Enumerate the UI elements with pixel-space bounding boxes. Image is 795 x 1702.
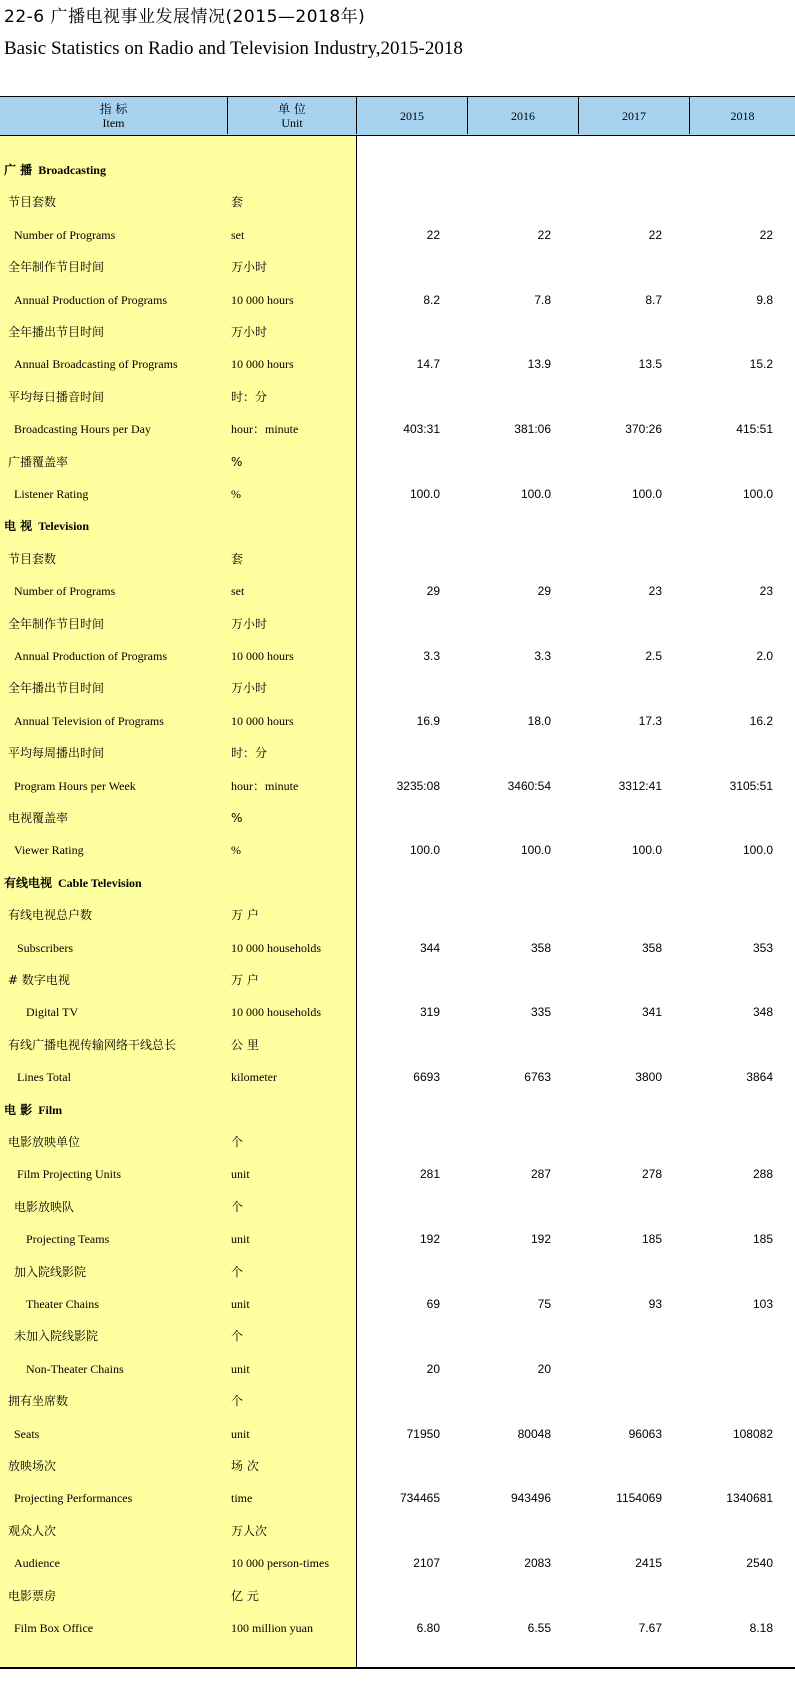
value-2015: 281 <box>419 1167 440 1182</box>
section-row <box>0 1094 795 1126</box>
value-2017: 8.7 <box>645 292 662 307</box>
value-2017: 341 <box>641 1005 662 1020</box>
value-2016: 3460:54 <box>507 778 551 793</box>
table-row <box>0 1418 795 1450</box>
value-2017: 2.5 <box>645 649 662 663</box>
header-item <box>0 97 228 134</box>
table-row <box>0 284 795 316</box>
table-row <box>0 1191 795 1223</box>
table-row <box>0 186 795 218</box>
value-2018: 15.2 <box>749 357 773 372</box>
table-row <box>0 1580 795 1612</box>
row-unit: 个 <box>231 1394 244 1409</box>
value-2018: 100.0 <box>742 843 773 858</box>
row-label: 电影票房 <box>8 1588 57 1603</box>
section-title-cn: 电 视 <box>4 519 33 534</box>
value-2015: 344 <box>419 940 440 955</box>
header-item-cn: 指 标 <box>99 101 128 116</box>
table-row <box>0 1158 795 1190</box>
value-2015: 71950 <box>406 1426 440 1441</box>
section-row <box>0 510 795 542</box>
value-2016: 6763 <box>524 1070 551 1085</box>
value-2015: 100.0 <box>409 487 440 501</box>
row-label: Lines Total <box>17 1070 71 1085</box>
value-2015: 16.9 <box>416 713 440 728</box>
value-2016: 358 <box>530 940 551 955</box>
section-title <box>4 510 89 542</box>
table-row <box>0 1256 795 1288</box>
value-2017: 17.3 <box>638 713 662 728</box>
row-unit: 万小时 <box>231 325 268 339</box>
value-2016: 22 <box>537 227 551 242</box>
row-label: Subscribers <box>17 940 73 955</box>
row-unit: 时：分 <box>231 389 268 404</box>
header-year-2017: 2017 <box>579 97 690 134</box>
value-2016: 80048 <box>517 1426 551 1441</box>
section-title <box>4 1094 62 1126</box>
section-title-cn: 广 播 <box>4 163 33 177</box>
row-unit: % <box>231 454 243 469</box>
row-label: 全年制作节目时间 <box>8 260 105 275</box>
value-2017: 3312:41 <box>618 778 662 793</box>
table-row <box>0 543 795 575</box>
row-label: 未加入院线影院 <box>14 1329 99 1344</box>
table-row <box>0 737 795 769</box>
row-label: 电视覆盖率 <box>8 811 69 825</box>
row-unit: % <box>231 811 243 825</box>
value-2018: 9.8 <box>756 292 773 307</box>
row-label: 节目套数 <box>8 195 57 210</box>
row-label: Seats <box>14 1426 40 1441</box>
row-label: 加入院线影院 <box>14 1264 87 1279</box>
table-row <box>0 1450 795 1482</box>
section-title-cn: 电 影 <box>4 1102 33 1117</box>
row-label: 节目套数 <box>8 551 57 566</box>
value-2016: 6.55 <box>527 1621 551 1635</box>
row-label: Annual Broadcasting of Programs <box>14 357 178 372</box>
row-label: 有线电视总户数 <box>8 908 93 923</box>
value-2018: 288 <box>752 1167 773 1182</box>
row-label: 拥有坐席数 <box>8 1394 69 1409</box>
value-2016: 7.8 <box>534 292 551 307</box>
row-label: Program Hours per Week <box>14 778 136 793</box>
table-row <box>0 575 795 607</box>
value-2017: 100.0 <box>631 843 662 858</box>
row-unit: 10 000 person-times <box>231 1556 329 1571</box>
table-row <box>0 640 795 672</box>
row-unit: 100 million yuan <box>231 1621 313 1635</box>
row-label: Digital TV <box>26 1005 79 1020</box>
row-label: 电影放映单位 <box>8 1135 81 1149</box>
value-2018: 415:51 <box>736 422 773 437</box>
row-label: 广播覆盖率 <box>8 454 69 469</box>
value-2015: 6.80 <box>416 1621 440 1635</box>
page-title-cn: 22-6 广播电视事业发展情况(2015—2018年) <box>4 7 366 27</box>
section-title <box>4 867 142 899</box>
value-2016: 20 <box>537 1361 551 1376</box>
value-2017: 2415 <box>635 1556 662 1571</box>
table-row <box>0 1612 795 1644</box>
row-unit: 10 000 households <box>231 1005 321 1020</box>
section-title-en: Broadcasting <box>38 163 106 177</box>
value-2016: 75 <box>537 1297 551 1311</box>
table-row <box>0 219 795 251</box>
row-label: Theater Chains <box>26 1297 99 1311</box>
header-year-2015: 2015 <box>357 97 468 134</box>
row-unit: hour：minute <box>231 422 299 437</box>
row-unit: % <box>231 487 241 501</box>
value-2015: 69 <box>426 1297 440 1311</box>
value-2018: 23 <box>759 584 773 599</box>
table-row <box>0 1223 795 1255</box>
row-unit: unit <box>231 1426 250 1441</box>
row-unit: 10 000 hours <box>231 713 294 728</box>
value-2018: 103 <box>752 1297 773 1311</box>
value-2015: 3235:08 <box>396 778 440 793</box>
value-2017: 93 <box>648 1297 662 1311</box>
value-2018: 2540 <box>746 1556 773 1571</box>
row-label: Projecting Teams <box>26 1232 110 1247</box>
value-2017: 185 <box>641 1232 662 1247</box>
row-label: Listener Rating <box>14 487 89 501</box>
row-unit: unit <box>231 1167 250 1182</box>
table-row <box>0 1320 795 1352</box>
value-2015: 29 <box>426 584 440 599</box>
value-2015: 20 <box>426 1361 440 1376</box>
value-2017: 7.67 <box>638 1621 662 1635</box>
row-unit: 套 <box>231 551 244 566</box>
value-2017: 3800 <box>635 1070 662 1085</box>
row-label: 放映场次 <box>8 1459 57 1473</box>
row-unit: 10 000 hours <box>231 357 294 372</box>
row-unit: 个 <box>231 1264 244 1279</box>
value-2016: 13.9 <box>527 357 551 372</box>
row-unit: 公 里 <box>231 1037 259 1052</box>
row-unit: kilometer <box>231 1070 277 1085</box>
table-row <box>0 1126 795 1158</box>
table-row <box>0 1482 795 1514</box>
section-title-en: Film <box>38 1102 63 1117</box>
row-unit: unit <box>231 1297 250 1311</box>
row-unit: set <box>231 227 245 242</box>
value-2015: 14.7 <box>416 357 440 372</box>
row-unit: unit <box>231 1361 250 1376</box>
value-2016: 192 <box>530 1232 551 1247</box>
row-unit: 万 户 <box>231 973 259 987</box>
table-row <box>0 932 795 964</box>
row-unit: 场 次 <box>231 1459 259 1473</box>
value-2018: 1340681 <box>726 1491 773 1506</box>
row-label: 全年播出节目时间 <box>8 325 105 339</box>
section-row <box>0 154 795 186</box>
value-2016: 2083 <box>524 1556 551 1571</box>
row-label: # 数字电视 <box>8 973 70 987</box>
table-bottom-rule <box>0 1667 795 1669</box>
table-row <box>0 1061 795 1093</box>
table-row <box>0 705 795 737</box>
value-2017: 96063 <box>628 1426 662 1441</box>
value-2017: 13.5 <box>638 357 662 372</box>
row-label: Annual Production of Programs <box>14 292 167 307</box>
value-2017: 370:26 <box>625 422 662 437</box>
row-unit: time <box>231 1491 253 1506</box>
table-row <box>0 1515 795 1547</box>
value-2015: 100.0 <box>409 843 440 858</box>
value-2015: 22 <box>426 227 440 242</box>
row-unit: 10 000 households <box>231 940 321 955</box>
value-2016: 18.0 <box>527 713 551 728</box>
table-row <box>0 446 795 478</box>
value-2016: 29 <box>537 584 551 599</box>
table-row <box>0 1353 795 1385</box>
row-unit: 10 000 hours <box>231 649 294 663</box>
table-row <box>0 899 795 931</box>
row-label: Annual Production of Programs <box>14 649 167 663</box>
row-unit: 万小时 <box>231 681 268 696</box>
value-2017: 358 <box>641 940 662 955</box>
table-row <box>0 996 795 1028</box>
value-2017: 23 <box>648 584 662 599</box>
value-2016: 100.0 <box>520 843 551 858</box>
table-row <box>0 251 795 283</box>
row-label: Film Box Office <box>14 1621 94 1635</box>
value-2018: 3864 <box>746 1070 773 1085</box>
value-2015: 6693 <box>413 1070 440 1085</box>
table-row <box>0 672 795 704</box>
row-label: Audience <box>14 1556 60 1571</box>
value-2016: 287 <box>530 1167 551 1182</box>
row-unit: set <box>231 584 245 599</box>
table-row <box>0 1029 795 1061</box>
header-year-2016: 2016 <box>468 97 579 134</box>
row-label: Film Projecting Units <box>17 1167 122 1182</box>
value-2016: 335 <box>530 1005 551 1020</box>
value-2018: 3105:51 <box>729 778 773 793</box>
table-row <box>0 964 795 996</box>
value-2015: 319 <box>419 1005 440 1020</box>
row-label: Number of Programs <box>14 584 116 599</box>
row-unit: 个 <box>231 1329 244 1344</box>
header-unit <box>228 97 357 134</box>
value-2018: 353 <box>752 940 773 955</box>
table-row <box>0 1547 795 1579</box>
value-2016: 943496 <box>510 1491 551 1506</box>
row-label: 全年制作节目时间 <box>8 616 105 631</box>
value-2018: 2.0 <box>756 649 773 663</box>
row-label: Non-Theater Chains <box>26 1361 124 1376</box>
row-unit: 时：分 <box>231 746 268 761</box>
row-unit: unit <box>231 1232 250 1247</box>
header-item-en: Item <box>102 115 125 130</box>
row-unit: 万 户 <box>231 908 259 923</box>
value-2018: 22 <box>759 227 773 242</box>
row-unit: 万小时 <box>231 260 268 275</box>
table-row <box>0 802 795 834</box>
value-2016: 381:06 <box>514 422 551 437</box>
row-label: 电影放映队 <box>14 1199 75 1214</box>
row-unit: 套 <box>231 195 244 210</box>
table-row <box>0 348 795 380</box>
header-year-2018: 2018 <box>730 108 755 123</box>
row-label: Viewer Rating <box>14 843 84 858</box>
row-unit: % <box>231 843 241 858</box>
header-unit-en: Unit <box>281 115 303 130</box>
row-label: 有线广播电视传输网络干线总长 <box>8 1037 177 1052</box>
table-row <box>0 608 795 640</box>
value-2015: 2107 <box>413 1556 440 1571</box>
value-2015: 192 <box>419 1232 440 1247</box>
row-label: 观众人次 <box>8 1523 57 1538</box>
value-2016: 100.0 <box>520 487 551 501</box>
value-2018: 185 <box>752 1232 773 1247</box>
value-2015: 403:31 <box>403 422 440 437</box>
value-2018: 100.0 <box>742 487 773 501</box>
row-unit: 个 <box>231 1199 244 1214</box>
value-2018: 16.2 <box>749 713 773 728</box>
header-unit-cn: 单 位 <box>278 101 306 116</box>
table-row <box>0 834 795 866</box>
section-row <box>0 867 795 899</box>
value-2018: 348 <box>752 1005 773 1020</box>
value-2017: 100.0 <box>631 487 662 501</box>
table-row <box>0 381 795 413</box>
table-row <box>0 1288 795 1320</box>
section-title-en: Television <box>38 519 90 534</box>
section-title-cn: 有线电视 <box>4 875 53 890</box>
table-header <box>0 96 795 136</box>
page-title-en: Basic Statistics on Radio and Television Industry,2015-2018 <box>4 38 463 59</box>
row-unit: 个 <box>231 1135 244 1149</box>
value-2017 <box>572 1353 662 1385</box>
row-label: 全年播出节目时间 <box>8 681 105 696</box>
table-row <box>0 478 795 510</box>
value-2018 <box>683 1353 773 1385</box>
value-2015: 8.2 <box>423 292 440 307</box>
value-2017: 22 <box>648 227 662 242</box>
row-label: Broadcasting Hours per Day <box>14 422 151 437</box>
table-row <box>0 770 795 802</box>
row-label: 平均每日播音时间 <box>8 389 105 404</box>
table-row <box>0 1385 795 1417</box>
row-unit: 万人次 <box>231 1523 268 1538</box>
value-2017: 278 <box>641 1167 662 1182</box>
row-label: Projecting Performances <box>14 1491 133 1506</box>
table-row <box>0 413 795 445</box>
table-row <box>0 316 795 348</box>
row-unit: hour：minute <box>231 778 299 793</box>
row-label: Annual Television of Programs <box>14 713 164 728</box>
value-2018: 8.18 <box>749 1621 773 1635</box>
value-2018: 108082 <box>732 1426 773 1441</box>
value-2015: 3.3 <box>423 649 440 663</box>
section-title <box>4 154 106 186</box>
row-label: Number of Programs <box>14 227 116 242</box>
row-unit: 万小时 <box>231 616 268 631</box>
value-2016: 3.3 <box>534 649 551 663</box>
row-label: 平均每周播出时间 <box>8 746 105 761</box>
value-2015: 734465 <box>399 1491 440 1506</box>
row-unit: 亿 元 <box>231 1588 259 1603</box>
row-unit: 10 000 hours <box>231 292 294 307</box>
value-2017: 1154069 <box>616 1491 662 1506</box>
section-title-en: Cable Television <box>58 875 142 890</box>
